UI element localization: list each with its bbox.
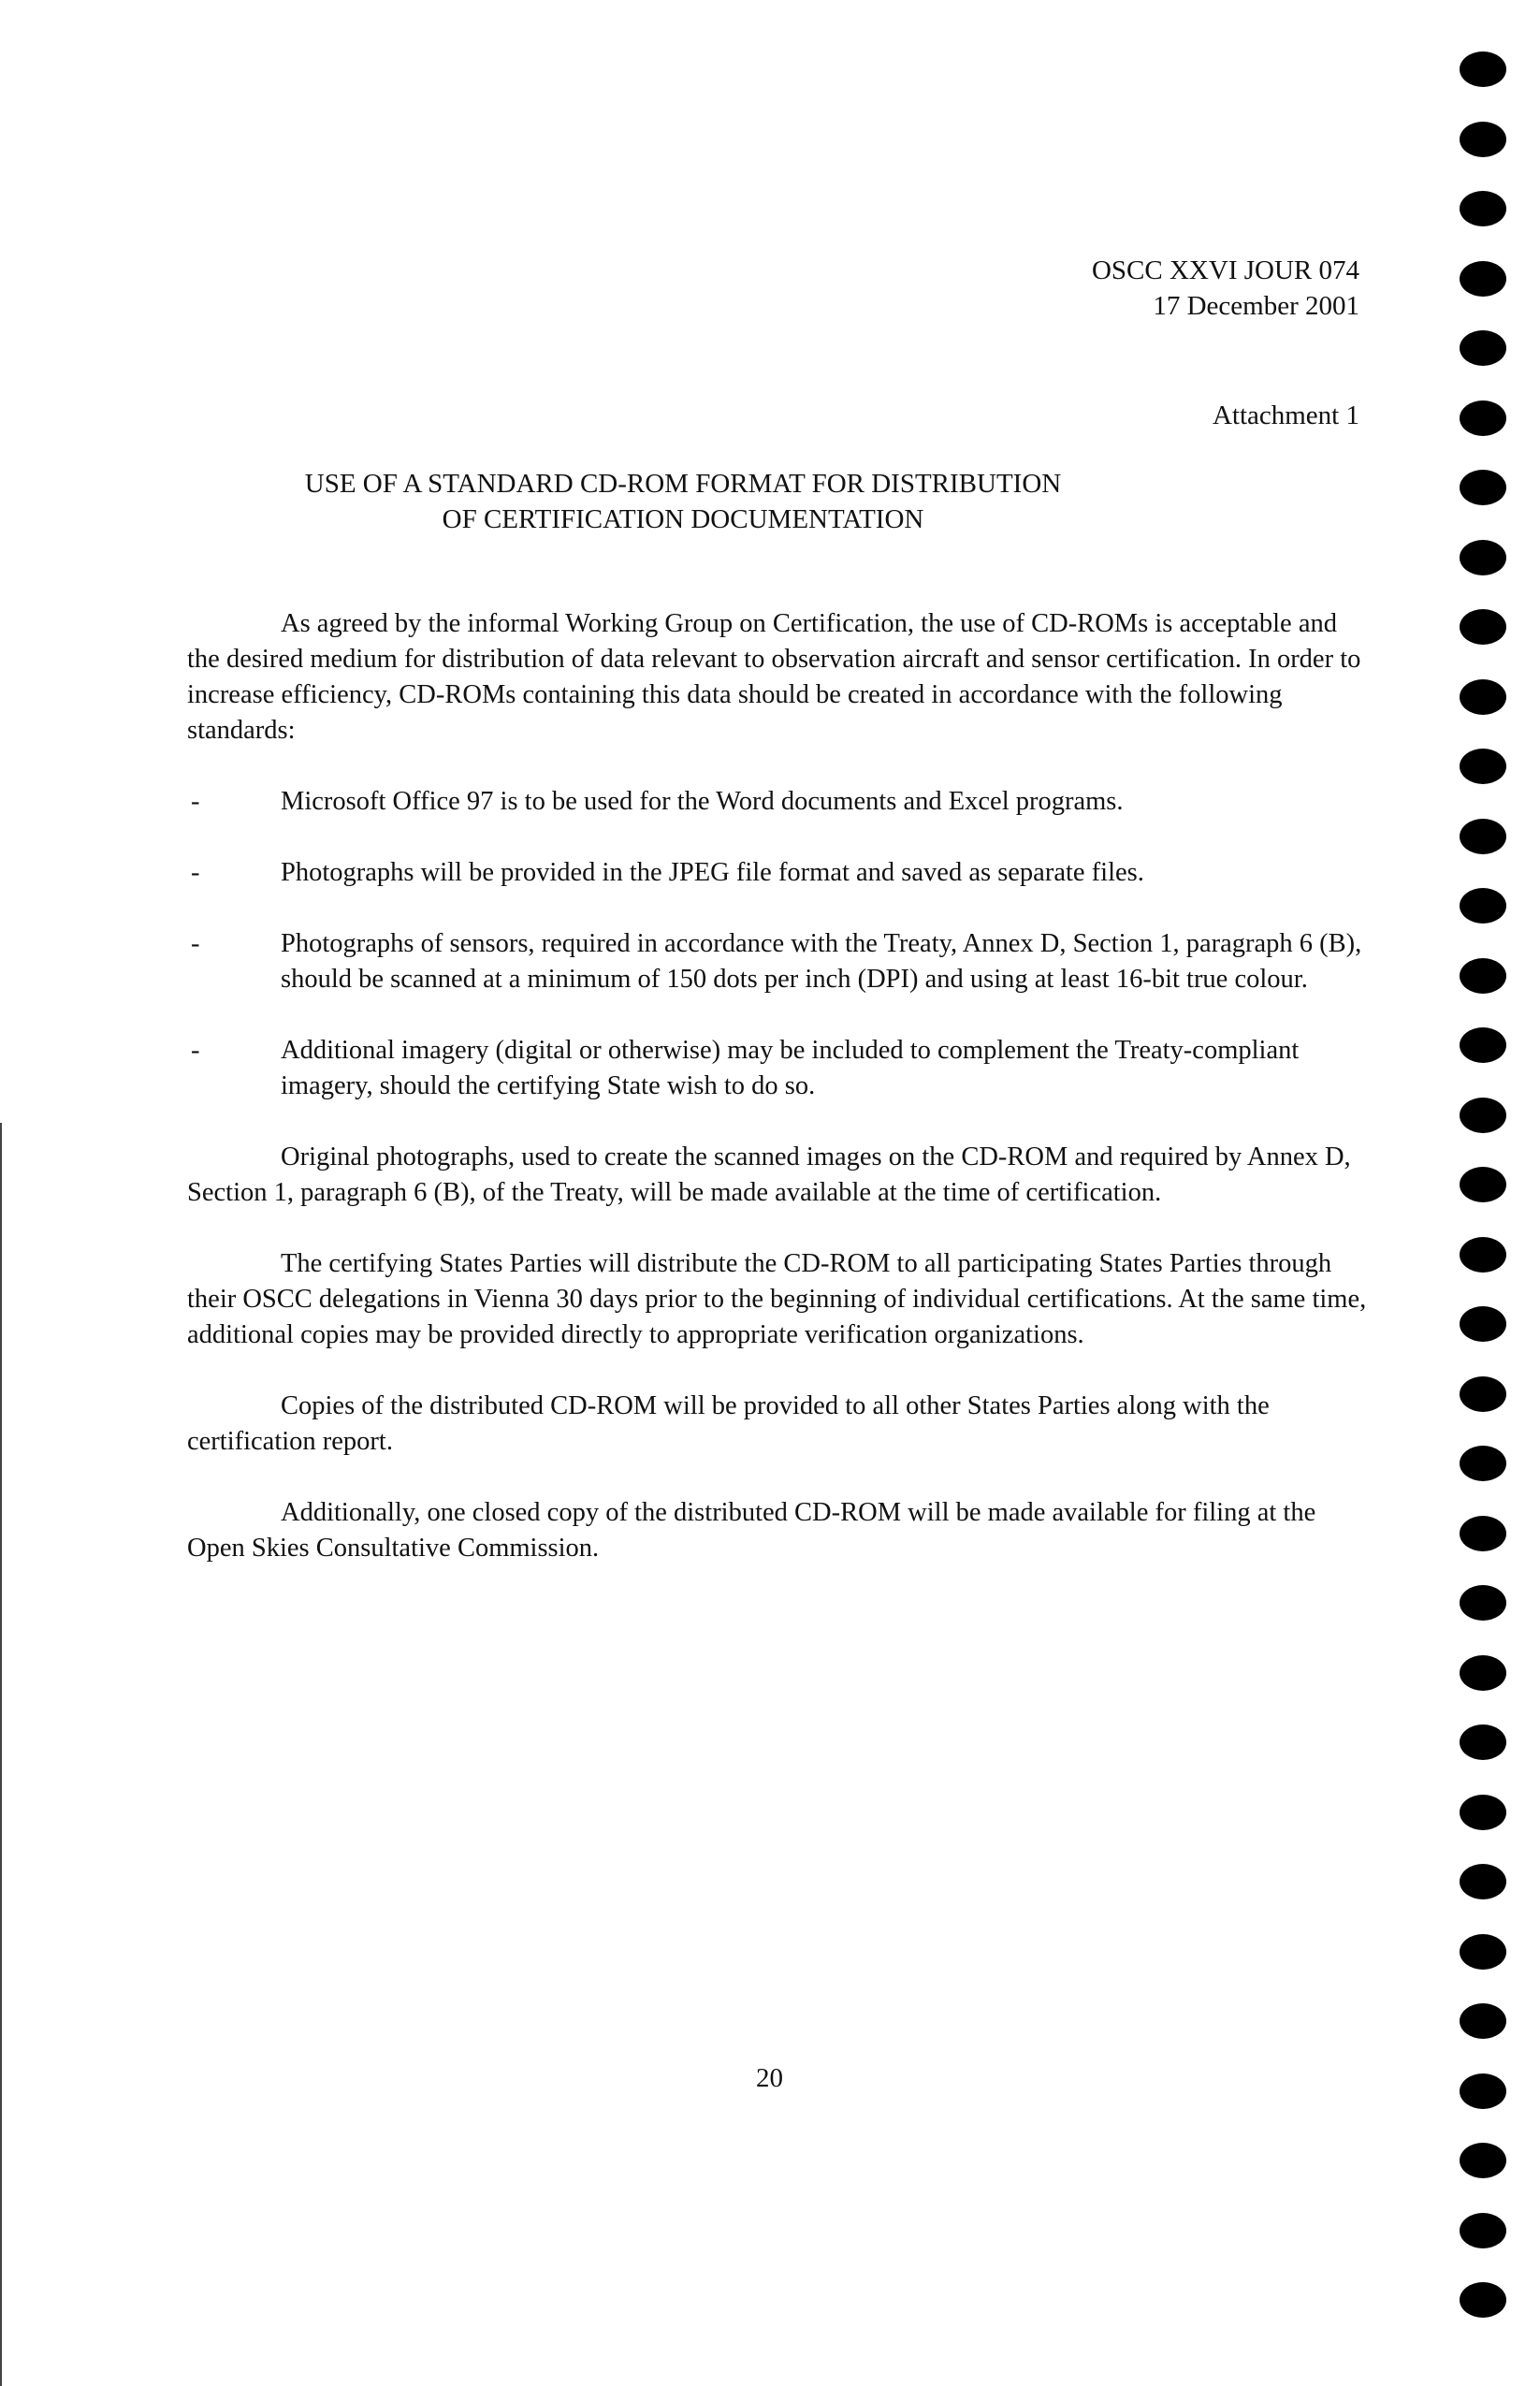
bullet-marker: - [191, 787, 200, 816]
attachment-label: Attachment 1 [1212, 400, 1359, 430]
binding-hole [1460, 1585, 1506, 1621]
binding-hole [1460, 470, 1506, 505]
document-body [187, 606, 1368, 1566]
binding-hole [1460, 51, 1506, 87]
binding-hole [1460, 1934, 1506, 1970]
binding-hole [1460, 261, 1506, 297]
binding-hole [1460, 1446, 1506, 1481]
intro-paragraph: As agreed by the informal Working Group on Certification, the use of CD-ROMs is acceptable and the desired medium for distribution of data relevant to observation aircraft and sensor certification. In order to increase efficiency, CD-ROMs containing this data should be created in accordance with the following standards: [187, 609, 1361, 745]
document-title [187, 466, 1179, 537]
binding-hole [1460, 122, 1506, 157]
binding-hole [1460, 1167, 1506, 1202]
body-paragraph: Original photographs, used to create the scanned images on the CD-ROM and required by Annex D, Section 1, paragraph 6 (B), of the Treaty, will be made available at the time of certification. [187, 1142, 1351, 1207]
binding-hole [1460, 2282, 1506, 2318]
document-header [1092, 253, 1359, 324]
binding-hole [1460, 888, 1506, 924]
bullet-text: Photographs of sensors, required in accordance with the Treaty, Annex D, Section 1, paragraph 6 (B), should be scanned at a minimum of 150 dots per inch (DPI) and using at least 16-bit true colour. [281, 929, 1362, 994]
binding-hole [1460, 609, 1506, 645]
bullet-marker: - [191, 858, 200, 887]
binding-hole [1460, 191, 1506, 226]
body-paragraph: The certifying States Parties will distribute the CD-ROM to all participating States Parties through their OSCC delegations in Vienna 30 days prior to the beginning of individual certifications. At the same time, additional copies may be provided directly to appropriate verification organizations. [187, 1249, 1367, 1349]
binding-hole [1460, 679, 1506, 715]
list-item [187, 784, 1368, 820]
bullet-marker: - [191, 1036, 200, 1065]
bullet-text: Microsoft Office 97 is to be used for the Word documents and Excel programs. [281, 787, 1124, 816]
binding-hole [1460, 330, 1506, 366]
binding-hole [1460, 2003, 1506, 2039]
list-item [187, 926, 1368, 997]
binding-hole [1460, 2143, 1506, 2178]
binding-hole [1460, 1027, 1506, 1063]
binding-hole [1460, 1864, 1506, 1899]
binding-holes [1460, 37, 1506, 2377]
binding-hole [1460, 2213, 1506, 2248]
bullet-marker: - [191, 929, 200, 958]
binding-hole [1460, 749, 1506, 784]
body-paragraph: Copies of the distributed CD-ROM will be provided to all other States Parties along with the certification report. [187, 1391, 1270, 1456]
binding-hole [1460, 1516, 1506, 1551]
standards-list [187, 784, 1368, 1104]
binding-hole [1460, 2073, 1506, 2109]
document-reference: OSCC XXVI JOUR 074 [1091, 255, 1359, 285]
bullet-text: Photographs will be provided in the JPEG file format and saved as separate files. [281, 858, 1144, 887]
binding-hole [1460, 1376, 1506, 1412]
binding-hole [1460, 1237, 1506, 1273]
title-line-2: OF CERTIFICATION DOCUMENTATION [442, 504, 924, 534]
bullet-text: Additional imagery (digital or otherwise) may be included to complement the Treaty-compliant imagery, should the certifying State wish to do so. [281, 1036, 1300, 1100]
page-number: 20 [756, 2063, 783, 2093]
binding-hole [1460, 1306, 1506, 1342]
document-date: 17 December 2001 [1153, 291, 1359, 321]
binding-hole [1460, 1795, 1506, 1830]
body-paragraph: Additionally, one closed copy of the distributed CD-ROM will be made available for filing at the Open Skies Consultative Commission. [187, 1498, 1316, 1563]
scan-edge-line [0, 1123, 2, 2386]
list-item [187, 1033, 1368, 1104]
binding-hole [1460, 819, 1506, 854]
binding-hole [1460, 1098, 1506, 1133]
list-item [187, 855, 1368, 891]
binding-hole [1460, 400, 1506, 436]
binding-hole [1460, 540, 1506, 575]
binding-hole [1460, 1724, 1506, 1760]
binding-hole [1460, 958, 1506, 994]
binding-hole [1460, 1655, 1506, 1691]
title-line-1: USE OF A STANDARD CD-ROM FORMAT FOR DISTRIBUTION [304, 469, 1062, 499]
